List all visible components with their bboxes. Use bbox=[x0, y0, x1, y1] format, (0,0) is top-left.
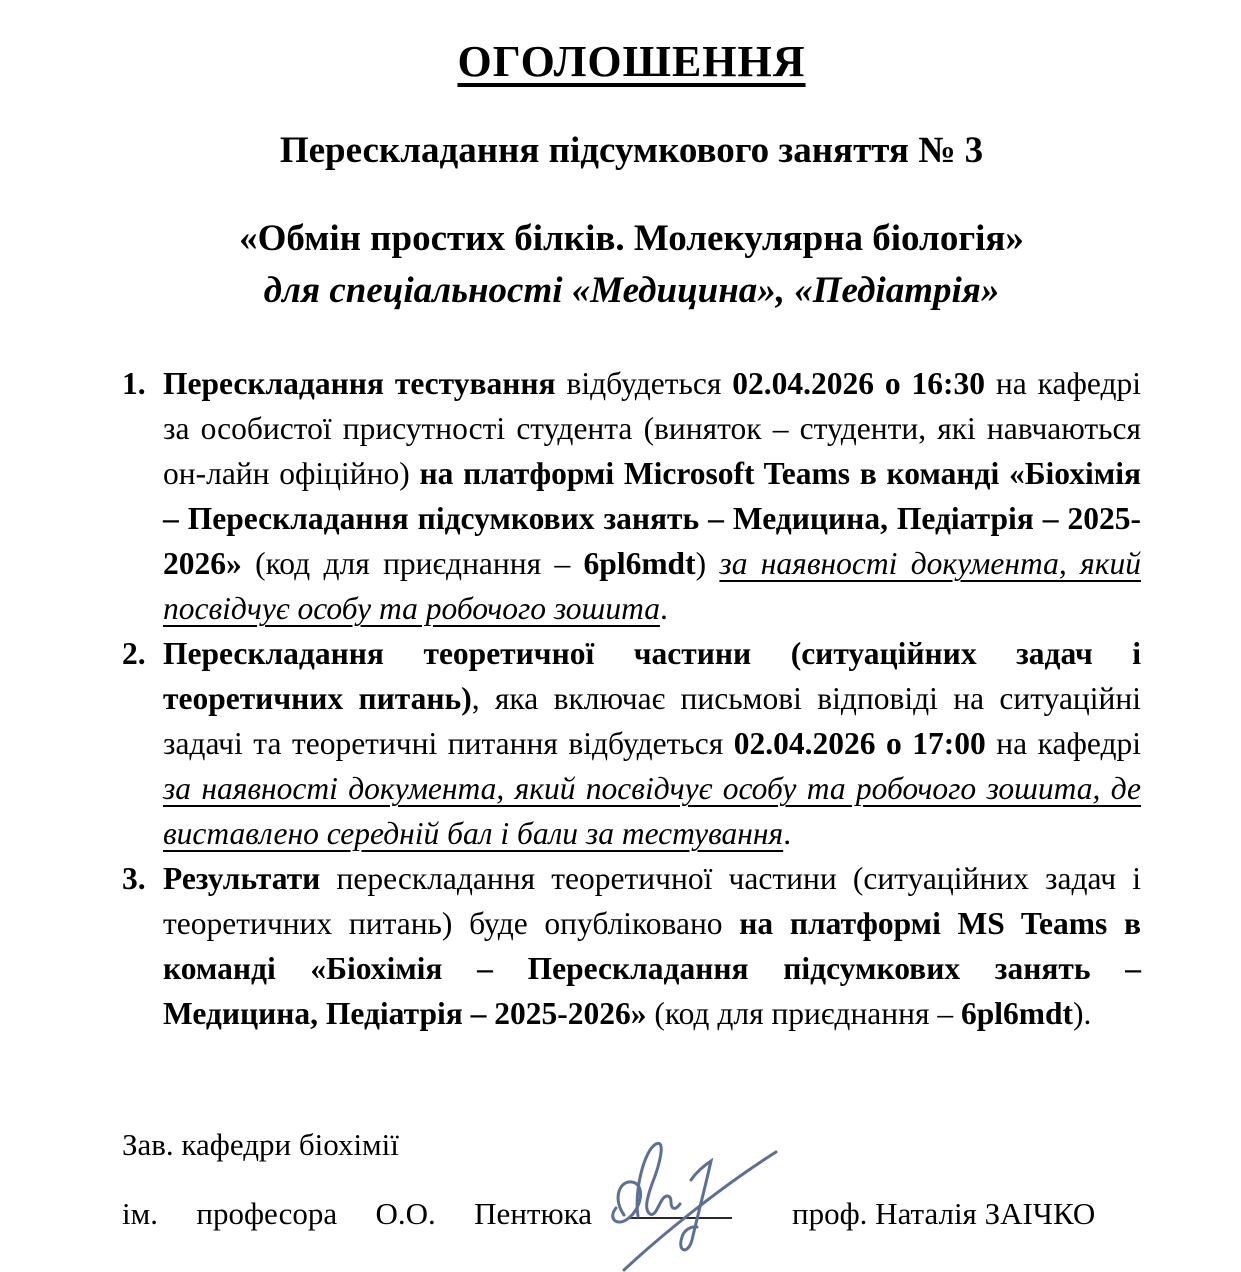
signature-word: О.О. bbox=[375, 1195, 436, 1231]
text-segment: ). bbox=[1073, 995, 1092, 1031]
text-segment: , яка включає письмові відповіді на ситуаційні задачі та теоретичні питання відбудеться bbox=[163, 680, 1142, 761]
topic-title: «Обмін простих білків. Молекулярна біологія» bbox=[239, 218, 1024, 260]
text-segment: перескладання теоретичної частини (ситуаційних задач і теоретичних питань) буде опубліковано bbox=[163, 860, 1141, 941]
text-segment: Перескладання теоретичної частини (ситуаційних задач і теоретичних питань) bbox=[163, 635, 1141, 716]
text-segment: . bbox=[783, 815, 792, 851]
text-segment: (код для приєднання – bbox=[241, 545, 584, 581]
text-segment: Перескладання тестування bbox=[163, 365, 556, 401]
text-segment: на кафедрі за особистої присутності студента (виняток – студенти, які навчаються он-лайн офіційно) bbox=[163, 365, 1141, 491]
signature-word: ім. bbox=[122, 1195, 158, 1231]
signature-word: Пентюка bbox=[474, 1195, 592, 1231]
signature-dept-name bbox=[122, 1191, 592, 1236]
text-segment: 02.04.2026 о 16:30 bbox=[732, 365, 986, 401]
signature-word: професора bbox=[196, 1195, 338, 1231]
signature-signer-name: проф. Наталія ЗАІЧКО bbox=[792, 1195, 1096, 1231]
signature-dept-line: Зав. кафедри біохімії bbox=[122, 1126, 399, 1162]
list-item-number: 2. bbox=[122, 635, 146, 671]
topic-block bbox=[122, 213, 1141, 317]
text-segment: за наявності документа, який посвідчує особу та робочого зошита bbox=[163, 545, 1141, 626]
text-segment: 6pl6mdt bbox=[961, 995, 1074, 1031]
text-segment: на кафедрі bbox=[985, 725, 1141, 761]
text-segment: за наявності документа, який посвідчує особу та робочого зошита, де виставлено середній бал і бали за тестування bbox=[163, 770, 1141, 851]
text-segment: відбудеться bbox=[555, 365, 733, 401]
text-segment: 02.04.2026 о 17:00 bbox=[733, 725, 986, 761]
retake-subtitle: Перескладання підсумкового заняття № 3 bbox=[279, 130, 984, 171]
text-segment: 6pl6mdt bbox=[583, 545, 696, 581]
signature-row bbox=[122, 1179, 1141, 1236]
text-segment: Результати bbox=[163, 860, 321, 896]
signature-image bbox=[594, 1122, 784, 1272]
list-item-3 bbox=[122, 856, 1141, 1036]
list-item-2 bbox=[122, 631, 1141, 856]
signature-block bbox=[122, 1122, 1141, 1236]
list-item-number: 1. bbox=[122, 365, 146, 401]
announcement-title: ОГОЛОШЕННЯ bbox=[457, 37, 806, 86]
list-item-1 bbox=[122, 361, 1141, 631]
text-segment: на платформі MS Teams в команді «Біохімія – Перескладання підсумкових занять – Медицина, Педіатрія – 2025-2026» bbox=[163, 905, 1141, 1031]
text-segment: (код для приєднання – bbox=[646, 995, 961, 1031]
items-list bbox=[122, 361, 1141, 1036]
text-segment: ) bbox=[695, 545, 720, 581]
text-segment: на платформі Microsoft Teams в команді «Біохімія – Перескладання підсумкових занять – Медицина, Педіатрія – 2025-2026» bbox=[163, 455, 1141, 581]
signature-area bbox=[600, 1179, 772, 1224]
text-segment: . bbox=[659, 590, 668, 626]
specialty-subtitle: для спеціальності «Медицина», «Педіатрія» bbox=[263, 270, 1000, 312]
list-item-number: 3. bbox=[122, 860, 146, 896]
